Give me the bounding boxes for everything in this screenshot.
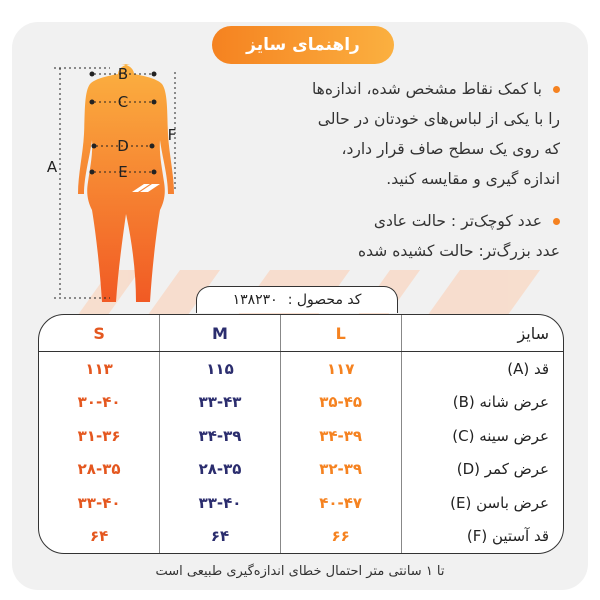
page-title: راهنمای سایز — [212, 26, 394, 64]
table-row: عرض کمر (D) ۳۲-۳۹ ۲۸-۳۵ ۲۸-۳۵ — [39, 453, 563, 486]
instruction-bullet-2: عدد کوچک‌تر : حالت عادی — [230, 206, 560, 236]
header-S: S — [39, 315, 160, 352]
label-D: D — [117, 137, 129, 155]
size-table — [38, 314, 564, 554]
product-code-label: کد محصول : — [287, 292, 362, 308]
label-A: A — [46, 158, 58, 176]
header-M: M — [160, 315, 281, 352]
table-row: عرض باسن (E) ۴۰-۴۷ ۳۳-۴۰ ۳۳-۴۰ — [39, 486, 563, 519]
instructions: با کمک نقاط مشخص شده، اندازه‌ها را با یکی از لباس‌های خودتان در حالی که روی یک سطح صاف قرار دارد، اندازه گیری و مقایسه کنید. عدد کوچک‌تر : حالت عادی عدد بزرگ‌تر: حالت کشیده شده — [230, 74, 560, 266]
table-header-row — [39, 315, 563, 352]
label-C: C — [117, 93, 129, 111]
label-E: E — [118, 163, 128, 181]
label-B: B — [117, 65, 129, 83]
header-L: L — [280, 315, 401, 352]
table-row: عرض شانه (B) ۳۵-۴۵ ۳۳-۴۳ ۳۰-۴۰ — [39, 386, 563, 419]
header-size: سایز — [401, 315, 563, 352]
table-row: عرض سینه (C) ۳۴-۳۹ ۳۴-۳۹ ۳۱-۳۶ — [39, 419, 563, 452]
instruction-bullet-1: با کمک نقاط مشخص شده، اندازه‌ها — [230, 74, 560, 104]
table-row: قد (A) ۱۱۷ ۱۱۵ ۱۱۳ — [39, 352, 563, 386]
bullet-dot-icon — [553, 86, 560, 93]
body-measurement-figure — [40, 60, 200, 305]
bullet-dot-icon — [553, 218, 560, 225]
label-F: F — [167, 126, 177, 144]
product-code-value: ۱۳۸۲۳۰ — [232, 292, 278, 308]
footer-note: تا ۱ سانتی متر احتمال خطای اندازه‌گیری طبیعی است — [155, 564, 445, 579]
product-code — [196, 286, 398, 313]
table-row: قد آستین (F) ۶۶ ۶۴ ۶۴ — [39, 520, 563, 553]
